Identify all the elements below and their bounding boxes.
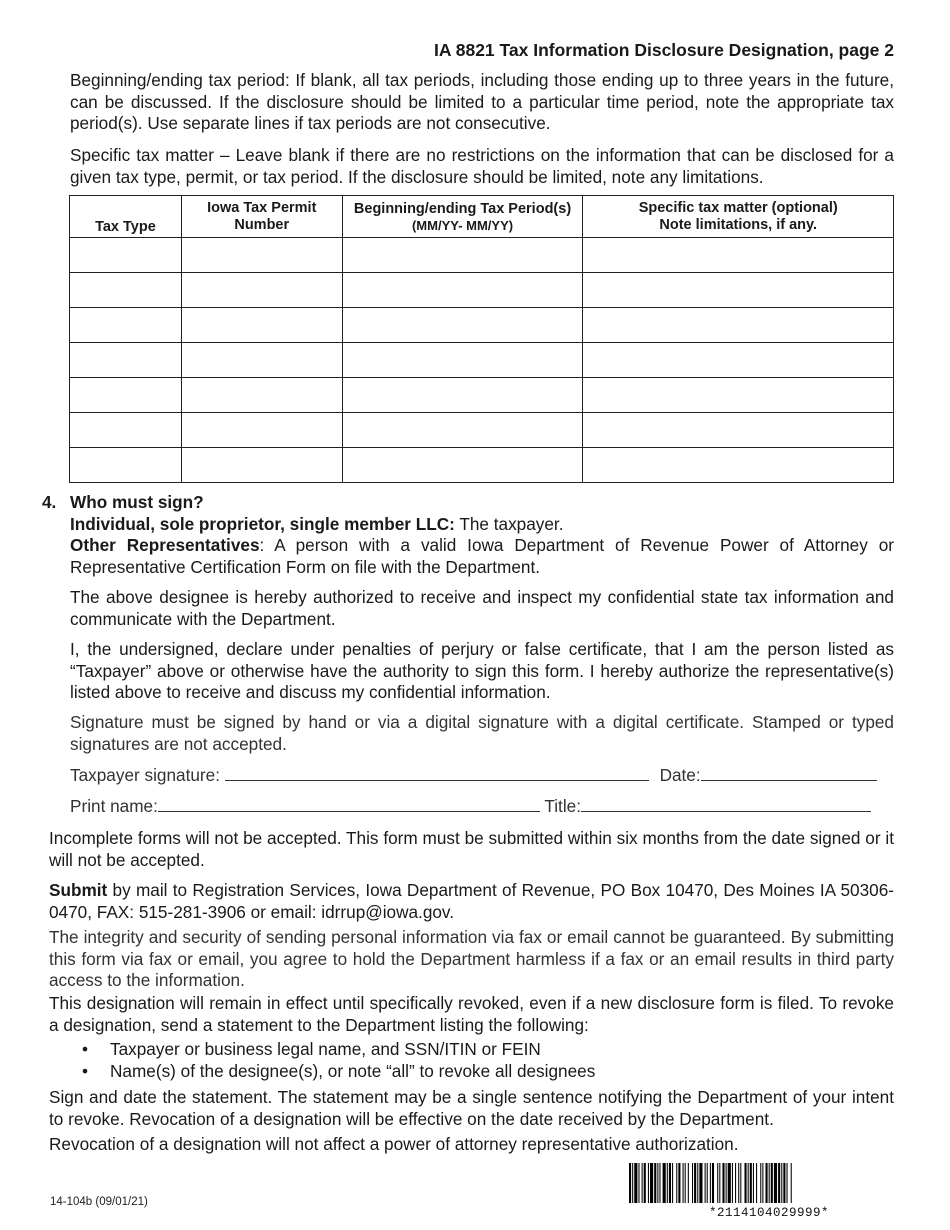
- tax-period-cell[interactable]: [342, 413, 583, 448]
- table-row: [70, 378, 894, 413]
- incomplete-forms-notice: Incomplete forms will not be accepted. This form must be submitted within six months from the date signed or it will not be accepted.: [49, 828, 894, 870]
- barcode-bar: [659, 1163, 660, 1203]
- barcode-bar: [705, 1163, 706, 1203]
- column-header-tax-type: Tax Type: [70, 196, 182, 238]
- tax-type-cell[interactable]: [70, 448, 182, 483]
- tax-type-cell[interactable]: [70, 308, 182, 343]
- signature-row: [70, 765, 894, 787]
- barcode-bar: [740, 1163, 741, 1203]
- title-field[interactable]: [581, 796, 871, 812]
- barcode-bar: [678, 1163, 680, 1203]
- permit-number-cell[interactable]: [181, 448, 342, 483]
- revocation-instructions: This designation will remain in effect until specifically revoked, even if a new disclosure form is filed. To revoke a designation, send a statement to the Department listing the following:: [49, 993, 894, 1035]
- barcode-bar: [766, 1163, 768, 1203]
- tax-type-cell[interactable]: [70, 378, 182, 413]
- submit-text: by mail to Registration Services, Iowa Department of Revenue, PO Box 10470, Des Moines IA 50306-0470, FAX: 515-281-3906 or email: idrrup@iowa.gov.: [49, 880, 894, 922]
- page-title: IA 8821 Tax Information Disclosure Designation, page 2: [434, 40, 894, 60]
- barcode-bar: [663, 1163, 666, 1203]
- submit-label: Submit: [49, 880, 108, 900]
- tax-period-format-hint: (MM/YY- MM/YY): [411, 217, 514, 233]
- power-of-attorney-note: Revocation of a designation will not affect a power of attorney representative authorization.: [49, 1134, 739, 1154]
- barcode-bar: [712, 1163, 714, 1203]
- table-header-row: [70, 196, 894, 238]
- barcode-bar: [783, 1163, 785, 1203]
- permit-number-cell[interactable]: [181, 413, 342, 448]
- integrity-disclaimer: The integrity and security of sending personal information via fax or email cannot be guaranteed. By submitting this form via fax or email, you agree to hold the Department harmless if a fax or an email results in third party access to the information.: [49, 927, 894, 990]
- permit-number-cell[interactable]: [181, 273, 342, 308]
- tax-period-cell[interactable]: [342, 448, 583, 483]
- barcode-bar: [648, 1163, 649, 1203]
- revocation-list: [80, 1039, 880, 1082]
- authorization-statement: The above designee is hereby authorized to receive and inspect my confidential state tax information and communicate with the Department.: [70, 587, 894, 629]
- barcode-bar: [769, 1163, 770, 1203]
- barcode-bar: [657, 1163, 658, 1203]
- barcode-bar: [676, 1163, 677, 1203]
- barcode-bar: [642, 1163, 643, 1203]
- barcode-bar: [685, 1163, 686, 1203]
- barcode-bar: [632, 1163, 633, 1203]
- other-representatives-label: Other Representatives: [70, 535, 260, 555]
- barcode-bar: [735, 1163, 736, 1203]
- barcode-bar: [667, 1163, 668, 1203]
- tax-period-cell[interactable]: [342, 343, 583, 378]
- date-field[interactable]: [701, 765, 877, 781]
- specific-matter-cell[interactable]: [583, 413, 894, 448]
- table-row: [70, 308, 894, 343]
- barcode-bar: [669, 1163, 671, 1203]
- permit-number-cell[interactable]: [181, 308, 342, 343]
- barcode-bar: [791, 1163, 792, 1203]
- column-header-permit-number: Iowa Tax Permit Number: [181, 196, 342, 238]
- bullet-icon: •: [82, 1039, 89, 1059]
- barcode-bar: [707, 1163, 708, 1203]
- barcode-bar: [748, 1163, 749, 1203]
- barcode-bar: [787, 1163, 788, 1203]
- individual-signer-label: Individual, sole proprietor, single member LLC:: [70, 513, 455, 534]
- barcode-bar: [697, 1163, 698, 1203]
- specific-matter-cell[interactable]: [583, 448, 894, 483]
- perjury-declaration: I, the undersigned, declare under penalties of perjury or false certificate, that I am the person listed as “Taxpayer” above or otherwise have the authority to sign this form. I hereby authorize the representative(s) listed above to receive and discuss my confidential information.: [70, 639, 894, 702]
- barcode-bar: [760, 1163, 761, 1203]
- specific-matter-cell[interactable]: [583, 378, 894, 413]
- barcode-bar: [692, 1163, 693, 1203]
- tax-period-cell[interactable]: [342, 238, 583, 273]
- barcode-bar: [762, 1163, 763, 1203]
- barcode-bar: [672, 1163, 673, 1203]
- specific-matter-cell[interactable]: [583, 308, 894, 343]
- bullet-icon: •: [82, 1060, 89, 1081]
- specific-matter-cell[interactable]: [583, 343, 894, 378]
- barcode-bar: [781, 1163, 782, 1203]
- sign-and-date-instructions: Sign and date the statement. The statement may be a single sentence notifying the Department of your intent to revoke. Revocation of a designation will be effective on the date received by the Department.: [49, 1087, 894, 1129]
- specific-matter-header-line1: Specific tax matter (optional): [638, 199, 838, 216]
- tax-type-cell[interactable]: [70, 413, 182, 448]
- barcode-bar: [717, 1163, 718, 1203]
- barcode-bar: [650, 1163, 653, 1203]
- print-name-label: Print name:: [70, 796, 158, 816]
- tax-period-header-label: Beginning/ending Tax Period(s): [353, 200, 572, 217]
- barcode-bar: [683, 1163, 684, 1203]
- specific-matter-header-line2: Note limitations, if any.: [659, 216, 818, 233]
- permit-number-cell[interactable]: [181, 343, 342, 378]
- column-header-tax-period: [342, 196, 583, 238]
- individual-signer-text: The taxpayer.: [454, 513, 564, 534]
- barcode-bar: [722, 1163, 724, 1203]
- print-name-field[interactable]: [158, 796, 540, 812]
- tax-period-instructions: Beginning/ending tax period: If blank, all tax periods, including those ending up to three years in the future, can be discussed. If the disclosure should be limited to a particular time period, note the appropriate tax period(s). Use separate lines if tax periods are not consecutive.: [70, 70, 894, 133]
- barcode-bar: [644, 1163, 646, 1203]
- barcode-bar: [719, 1163, 720, 1203]
- table-row: [70, 238, 894, 273]
- taxpayer-signature-label: Taxpayer signature:: [70, 765, 220, 785]
- section-number: 4.: [42, 492, 57, 512]
- table-row: [70, 413, 894, 448]
- barcode-bar: [738, 1163, 739, 1203]
- barcode-bar: [745, 1163, 747, 1203]
- section-heading: Who must sign?: [70, 492, 204, 512]
- signature-requirements: Signature must be signed by hand or via a digital signature with a digital certificate. Stamped or typed signatures are not accepted.: [70, 712, 894, 754]
- barcode-bar: [753, 1163, 754, 1203]
- tax-type-cell[interactable]: [70, 273, 182, 308]
- barcode-bar: [629, 1163, 631, 1203]
- barcode-text: *2114104029999*: [708, 1206, 830, 1220]
- barcode-bar: [710, 1163, 711, 1203]
- specific-matter-cell[interactable]: [583, 273, 894, 308]
- list-item: [80, 1061, 880, 1083]
- date-label: Date:: [659, 765, 701, 785]
- barcode-image: [629, 1163, 909, 1203]
- individual-signer-rule: [70, 514, 894, 536]
- barcode-bar: [638, 1163, 639, 1203]
- table-row: [70, 343, 894, 378]
- barcode-bar: [778, 1163, 780, 1203]
- submit-instructions: [49, 880, 894, 923]
- table-row: [70, 273, 894, 308]
- barcode-bar: [728, 1163, 731, 1203]
- table-body: [70, 238, 894, 483]
- barcode-bar: [726, 1163, 727, 1203]
- tax-disclosure-table: [69, 195, 894, 483]
- form-number: 14-104b (09/01/21): [50, 1196, 148, 1208]
- other-representatives-text: : A person with a valid Iowa Department of Revenue Power of Attorney or Representative Certification Form on file with the Department.: [70, 535, 894, 577]
- column-header-specific-matter: [583, 196, 894, 238]
- permit-number-cell[interactable]: [181, 378, 342, 413]
- title-label: Title:: [544, 796, 581, 816]
- barcode-bar: [771, 1163, 773, 1203]
- barcode-bar: [774, 1163, 777, 1203]
- print-name-row: [70, 796, 894, 818]
- permit-number-cell[interactable]: [181, 238, 342, 273]
- table-row: [70, 448, 894, 483]
- barcode-bar: [756, 1163, 757, 1203]
- barcode-bar: [699, 1163, 702, 1203]
- barcode-bar: [732, 1163, 733, 1203]
- other-representatives-rule: [70, 535, 894, 578]
- barcode-bar: [688, 1163, 689, 1203]
- tax-type-cell[interactable]: [70, 343, 182, 378]
- list-item: [80, 1039, 880, 1061]
- tax-period-cell[interactable]: [342, 273, 583, 308]
- barcode-bar: [694, 1163, 696, 1203]
- taxpayer-signature-field[interactable]: [225, 765, 649, 781]
- tax-period-cell[interactable]: [342, 378, 583, 413]
- tax-type-cell[interactable]: [70, 238, 182, 273]
- revocation-item-text: Name(s) of the designee(s), or note “all” to revoke all designees: [110, 1060, 596, 1081]
- barcode-bar: [654, 1163, 656, 1203]
- barcode-bar: [750, 1163, 752, 1203]
- specific-matter-cell[interactable]: [583, 238, 894, 273]
- barcode-bar: [634, 1163, 637, 1203]
- specific-matter-instructions: Specific tax matter – Leave blank if there are no restrictions on the information that can be disclosed for a given tax type, permit, or tax period. If the disclosure should be limited, note any limitations.: [70, 145, 894, 187]
- tax-period-cell[interactable]: [342, 308, 583, 343]
- revocation-item-text: Taxpayer or business legal name, and SSN/ITIN or FEIN: [110, 1039, 541, 1059]
